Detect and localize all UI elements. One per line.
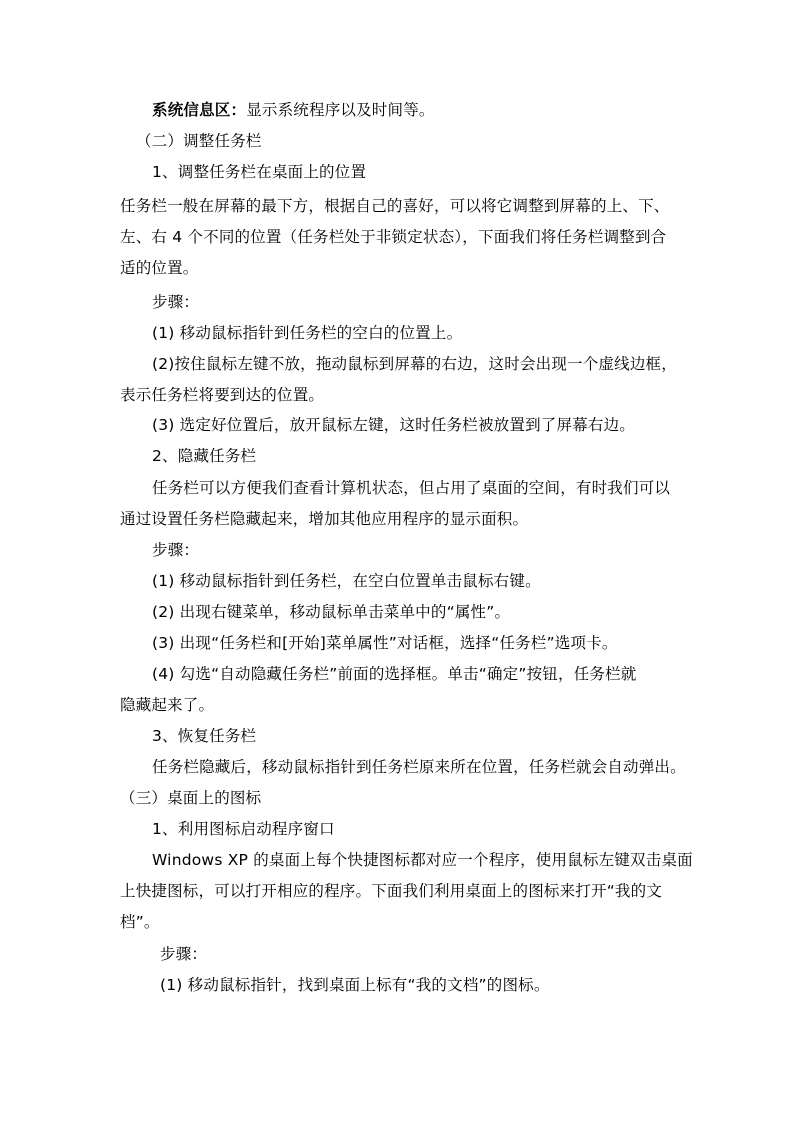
step-item: (4) 勾选“自动隐藏任务栏”前面的选择框。单击“确定”按钮，任务栏就 bbox=[152, 665, 637, 683]
paragraph-line: 通过设置任务栏隐藏起来，增加其他应用程序的显示面积。 bbox=[120, 510, 529, 528]
step-item: (1) 移动鼠标指针，找到桌面上标有“我的文档”的图标。 bbox=[160, 976, 550, 994]
term-label: 系统信息区： bbox=[152, 101, 247, 119]
step-item: (1) 移动鼠标指针到任务栏，在空白位置单击鼠标右键。 bbox=[152, 572, 541, 590]
paragraph-line: 适的位置。 bbox=[120, 259, 199, 277]
subsection-heading: 3、恢复任务栏 bbox=[152, 727, 257, 745]
term-description: 显示系统程序以及时间等。 bbox=[246, 101, 435, 119]
subsection-heading: 1、利用图标启动程序窗口 bbox=[152, 820, 335, 838]
step-item: (2) 出现右键菜单，移动鼠标单击菜单中的“属性”。 bbox=[152, 603, 511, 621]
paragraph-line: 任务栏一般在屏幕的最下方，根据自己的喜好，可以将它调整到屏幕的上、下、 bbox=[120, 197, 670, 215]
step-item: (3) 选定好位置后，放开鼠标左键，这时任务栏被放置到了屏幕右边。 bbox=[152, 416, 635, 434]
section-heading: （三）桌面上的图标 bbox=[120, 789, 262, 807]
steps-label: 步骤： bbox=[160, 945, 208, 963]
subsection-heading: 2、隐藏任务栏 bbox=[152, 447, 257, 465]
paragraph-system-info bbox=[152, 100, 435, 120]
step-item: (1) 移动鼠标指针到任务栏的空白的位置上。 bbox=[152, 324, 463, 342]
subsection-heading: 1、调整任务栏在桌面上的位置 bbox=[152, 163, 367, 181]
paragraph-line: 任务栏隐藏后，移动鼠标指针到任务栏原来所在位置，任务栏就会自动弹出。 bbox=[152, 758, 686, 776]
steps-label: 步骤： bbox=[152, 541, 200, 559]
step-item: (2)按住鼠标左键不放，拖动鼠标到屏幕的右边，这时会出现一个虚线边框， bbox=[152, 355, 677, 373]
paragraph-line: 任务栏可以方便我们查看计算机状态，但占用了桌面的空间，有时我们可以 bbox=[152, 479, 671, 497]
step-item-continuation: 隐藏起来了。 bbox=[120, 696, 215, 714]
paragraph-line: Windows XP 的桌面上每个快捷图标都对应一个程序，使用鼠标左键双击桌面 bbox=[152, 851, 693, 869]
paragraph-line: 上快捷图标，可以打开相应的程序。下面我们利用桌面上的图标来打开“我的文 bbox=[120, 882, 663, 900]
paragraph-line: 左、右 4 个不同的位置（任务栏处于非锁定状态），下面我们将任务栏调整到合 bbox=[120, 228, 667, 246]
step-item: (3) 出现“任务栏和[开始]菜单属性”对话框，选择“任务栏”选项卡。 bbox=[152, 634, 618, 652]
step-item-continuation: 表示任务栏将要到达的位置。 bbox=[120, 386, 325, 404]
paragraph-line: 档”。 bbox=[120, 913, 160, 931]
steps-label: 步骤： bbox=[152, 293, 200, 311]
section-heading: （二）调整任务栏 bbox=[136, 132, 262, 150]
